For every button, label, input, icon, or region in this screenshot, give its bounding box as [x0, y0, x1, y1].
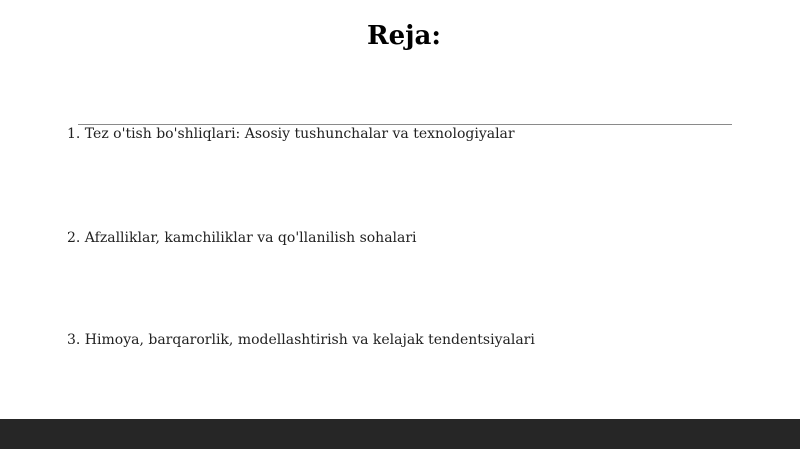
plan-item-3: 3. Himoya, barqarorlik, modellashtirish va kelajak tendentsiyalari — [67, 332, 535, 348]
slide-title: Reja: — [366, 21, 441, 51]
bottom-bar — [0, 419, 800, 449]
plan-item-2: 2. Afzalliklar, kamchiliklar va qo'llanilish sohalari — [67, 230, 417, 246]
plan-item-1: 1. Tez o'tish bo'shliqlari: Asosiy tushunchalar va texnologiyalar — [67, 126, 515, 142]
